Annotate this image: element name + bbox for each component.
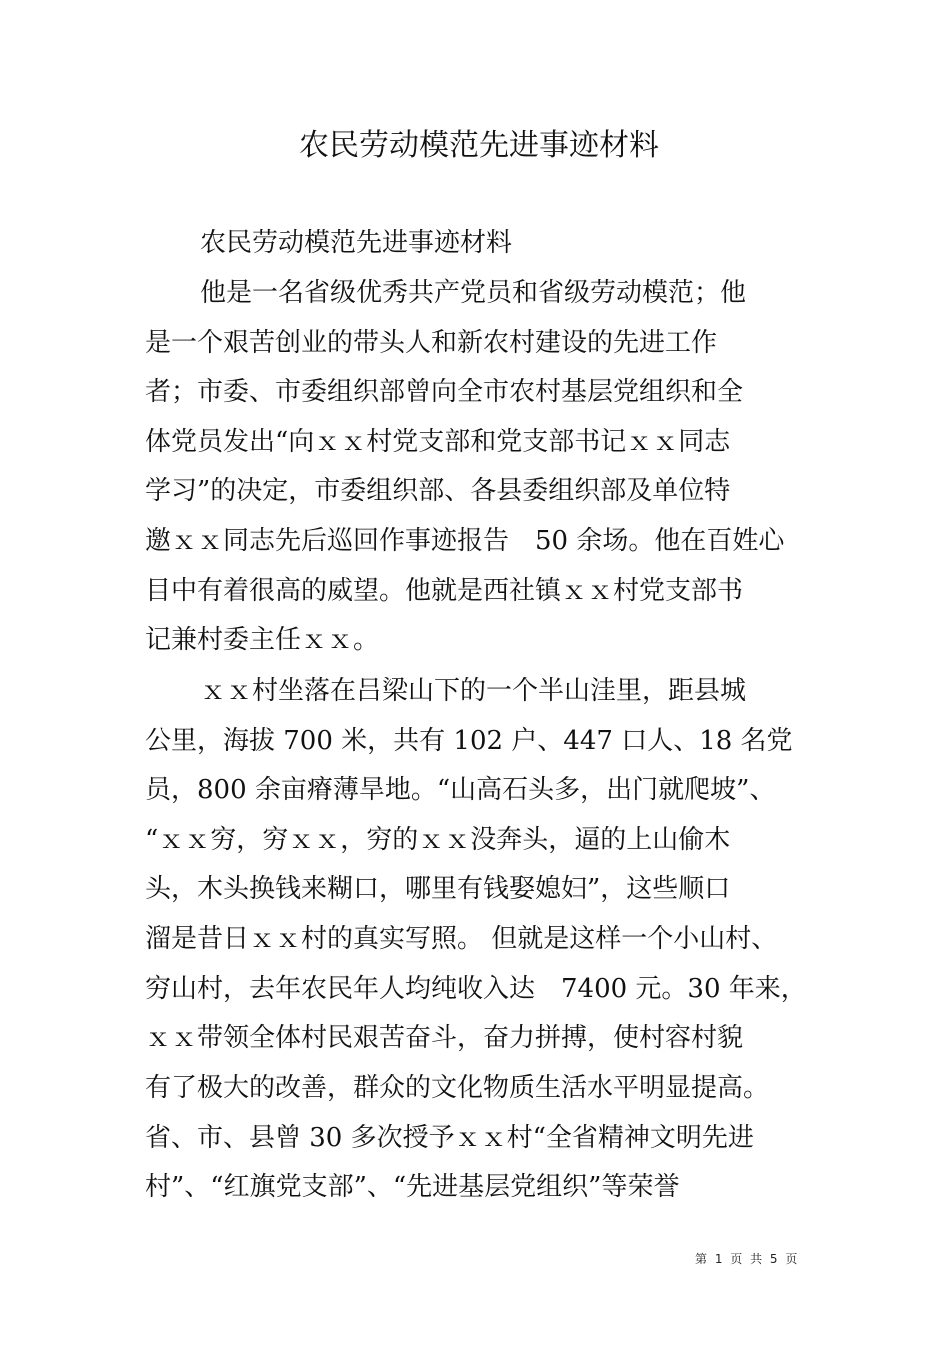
body-line: 员，800 余亩瘠薄旱地。“山高石头多，出门就爬坡”、: [145, 775, 776, 805]
body-line: 公里，海拔 700 米，共有 102 户、447 口人、18 名党: [145, 726, 793, 756]
body-line: ｘｘ村坐落在吕梁山下的一个半山洼里，距县城: [200, 676, 747, 706]
body-line: 体党员发出“向ｘｘ村党支部和党支部书记ｘｘ同志: [145, 427, 731, 457]
body-line: 目中有着很高的威望。他就是西社镇ｘｘ村党支部书: [145, 576, 744, 606]
body-line: 省、市、县曾 30 多次授予ｘｘ村“全省精神文明先进: [145, 1123, 754, 1153]
body-line: 村”、“红旗党支部”、“先进基层党组织”等荣誉: [145, 1172, 680, 1202]
body-line: 头，木头换钱来糊口，哪里有钱娶媳妇”，这些顺口: [145, 874, 731, 904]
body-line: 他是一名省级优秀共产党员和省级劳动模范；他: [200, 278, 747, 308]
body-line: 者；市委、市委组织部曾向全市农村基层党组织和全: [145, 377, 744, 407]
body-line: ｘｘ带领全体村民艰苦奋斗，奋力拼搏，使村容村貌: [145, 1023, 744, 1053]
document-title: 农民劳动模范先进事迹材料: [299, 128, 659, 163]
page-number-footer: 第 1 页 共 5 页: [695, 1252, 800, 1266]
body-line: 农民劳动模范先进事迹材料: [200, 228, 513, 258]
body-line: 溜是昔日ｘｘ村的真实写照。 但就是这样一个小山村、: [145, 924, 778, 954]
body-line: “ｘｘ穷，穷ｘｘ，穷的ｘｘ没奔头，逼的上山偷木: [145, 825, 731, 855]
body-line: 有了极大的改善，群众的文化物质生活水平明显提高。: [145, 1073, 770, 1103]
body-line: 记兼村委主任ｘｘ。: [145, 625, 380, 655]
body-line: 是一个艰苦创业的带头人和新农村建设的先进工作: [145, 328, 718, 358]
body-line: 穷山村，去年农民年人均纯收入达 7400 元。30 年来，: [145, 974, 807, 1004]
body-line: 邀ｘｘ同志先后巡回作事迹报告 50 余场。他在百姓心: [145, 526, 785, 556]
body-line: 学习”的决定，市委组织部、各县委组织部及单位特: [145, 476, 731, 506]
